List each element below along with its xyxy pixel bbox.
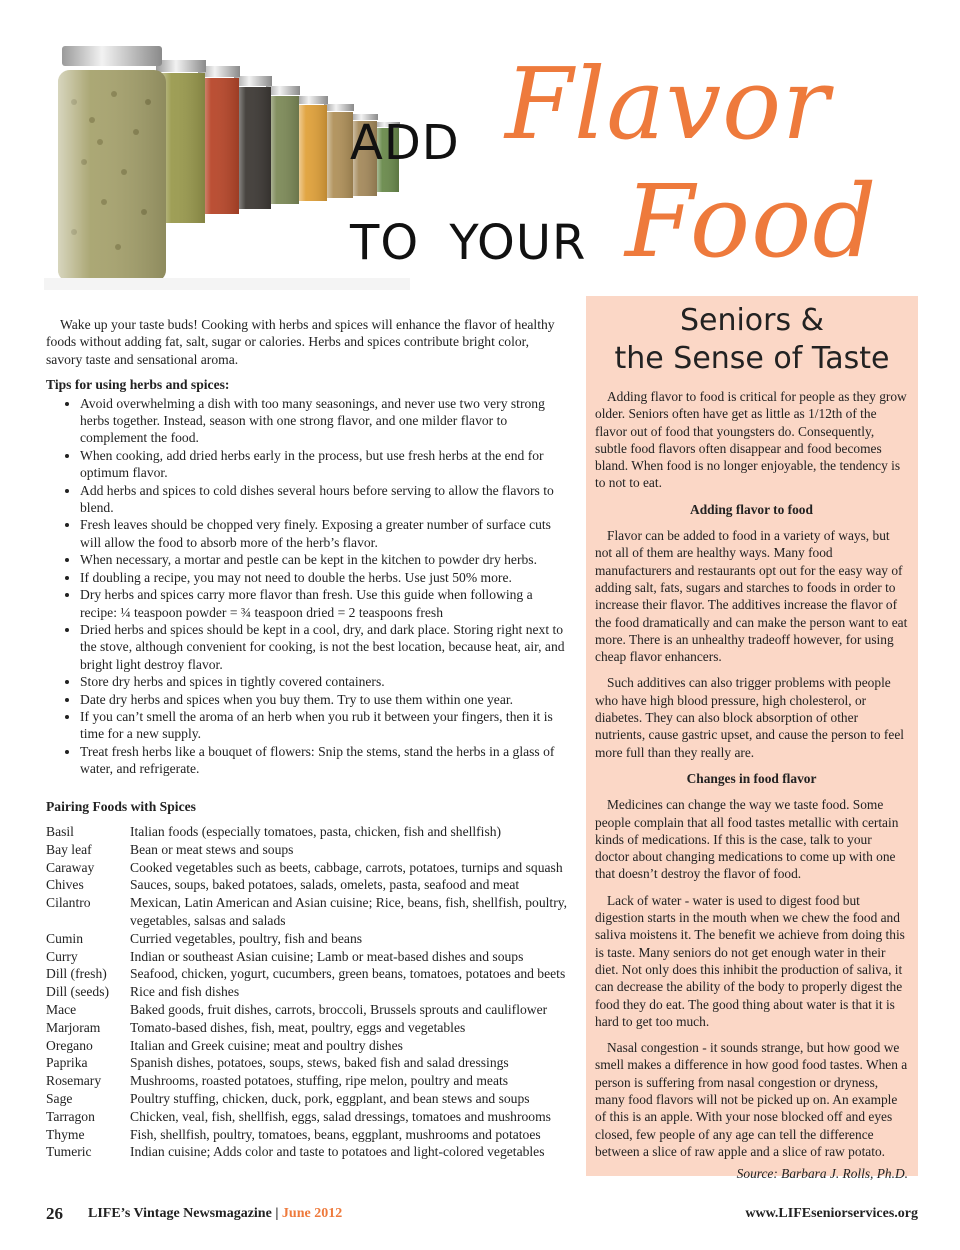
spice-foods: Curried vegetables, poultry, fish and beans bbox=[130, 930, 363, 946]
spice-foods: Cooked vegetables such as beets, cabbage, carrots, potatoes, turnips and squash bbox=[130, 859, 563, 875]
table-row bbox=[46, 1019, 568, 1037]
table-row bbox=[46, 859, 568, 877]
magazine-name: LIFE’s Vintage Newsmagazine bbox=[88, 1206, 272, 1221]
title-food: Food bbox=[625, 163, 878, 280]
tip-item: • Fresh leaves should be chopped very finely. Exposing a greater number of surface cuts will allow the food to absorb more of the herb’s flavor. bbox=[80, 516, 568, 551]
sidebar-subheading: Changes in food flavor bbox=[686, 770, 817, 786]
issue-date: June 2012 bbox=[281, 1206, 343, 1221]
spice-foods: Mexican, Latin American and Asian cuisine; Rice, beans, fish, shellfish, poultry, vegetables, salsas and salads bbox=[130, 895, 568, 928]
table-row bbox=[46, 1072, 568, 1090]
title-flavor: Flavor bbox=[505, 48, 830, 162]
spice-foods: Rice and fish dishes bbox=[130, 984, 240, 1000]
website-link[interactable]: www.LIFEseniorservices.org bbox=[745, 1206, 918, 1221]
spice-name: Thyme bbox=[46, 1126, 85, 1142]
table-row bbox=[46, 1143, 568, 1161]
spice-foods: Indian cuisine; Adds color and taste to potatoes and light-colored vegetables bbox=[130, 1144, 545, 1160]
sidebar-paragraph: Medicines can change the way we taste food. Some people complain that all food tastes metallic with certain kinds of medications. If this is the case, talk to your doctor about changing medications to come up with one that doesn’t destroy the flavor of food. bbox=[595, 797, 899, 882]
spice-name: Sage bbox=[46, 1090, 73, 1106]
spice-foods: Poultry stuffing, chicken, duck, pork, eggplant, and bean stews and soups bbox=[130, 1090, 530, 1106]
sidebar-paragraph: Lack of water - water is used to digest food but digestion starts in the mouth when we chew the food and saliva moistens it. The benefit we achieve from doing this is taste. Many seniors do not get enough water in their diet. Not only does this inhibit the production of saliva, it can decrease the ability of the body to properly digest the food they do eat. The good thing about water is that it is hard to get too much. bbox=[595, 892, 905, 1029]
page-number: 26 bbox=[46, 1204, 63, 1223]
spice-name: Dill (fresh) bbox=[46, 966, 107, 982]
sidebar-title bbox=[586, 302, 918, 378]
tip-item: • Treat fresh herbs like a bouquet of flowers: Snip the stems, stand the herbs in a glass of water, and refrigerate. bbox=[80, 743, 568, 778]
spice-foods: Mushrooms, roasted potatoes, stuffing, ripe melon, poultry and meats bbox=[130, 1073, 509, 1089]
tips-heading: Tips for using herbs and spices: bbox=[46, 377, 230, 393]
tip-item: • When necessary, a mortar and pestle can be kept in the kitchen to powder dry herbs. bbox=[80, 551, 568, 568]
tip-item: • When cooking, add dried herbs early in the process, but use fresh herbs at the end for optimum flavor. bbox=[80, 447, 568, 482]
tip-item: • Date dry herbs and spices when you buy them. Try to use them within one year. bbox=[80, 691, 568, 708]
table-row bbox=[46, 948, 568, 966]
spice-foods: Chicken, veal, fish, shellfish, eggs, salad dressings, tomatoes and mushrooms bbox=[130, 1108, 551, 1124]
spice-name: Chives bbox=[46, 877, 84, 893]
sidebar-paragraph: Nasal congestion - it sounds strange, but how good we smell makes a difference in how good food tastes. When a person is suffering from nasal congestion or dryness, many food flavors will not be picked up on. An example of this is an apple. With your nose blocked off and eyes closed, few people of any age can tell the difference between a slice of raw apple and a slice of raw potato. bbox=[595, 1040, 908, 1159]
table-row bbox=[46, 1090, 568, 1108]
spice-name: Bay leaf bbox=[46, 841, 92, 857]
tip-item: • Dried herbs and spices should be kept in a cool, dry, and dark place. Storing right next to the stove, although convenient for cooking, is not the best location, because heat, air, and bright light destroy flavor. bbox=[80, 621, 568, 673]
spice-foods: Seafood, chicken, yogurt, cucumbers, green beans, tomatoes, potatoes and beets bbox=[130, 966, 566, 982]
spice-name: Dill (seeds) bbox=[46, 984, 110, 1000]
sidebar-subheading: Adding flavor to food bbox=[690, 501, 813, 517]
spice-name: Cilantro bbox=[46, 895, 91, 911]
tip-item: • If doubling a recipe, you may not need to double the herbs. Use just 50% more. bbox=[80, 569, 568, 586]
sidebar-body bbox=[586, 388, 918, 1182]
spice-name: Caraway bbox=[46, 859, 95, 875]
sidebar-title-line2: the Sense of Taste bbox=[614, 341, 890, 376]
footer-separator: | bbox=[275, 1206, 279, 1221]
magazine-credit bbox=[88, 1206, 342, 1222]
table-row bbox=[46, 876, 568, 894]
tip-item: • Dry herbs and spices carry more flavor than fresh. Use this guide when following a recipe: ¼ teaspoon powder = ¾ teaspoon dried = 2 teaspoons fresh bbox=[80, 586, 568, 621]
spice-name: Oregano bbox=[46, 1037, 93, 1053]
table-row bbox=[46, 930, 568, 948]
spice-name: Tumeric bbox=[46, 1144, 92, 1160]
spice-foods: Baked goods, fruit dishes, carrots, broccoli, Brussels sprouts and cauliflower bbox=[130, 1001, 548, 1017]
spice-foods: Bean or meat stews and soups bbox=[130, 841, 294, 857]
sidebar-title-line1: Seniors & bbox=[679, 303, 825, 338]
spice-foods: Sauces, soups, baked potatoes, salads, omelets, pasta, seafood and meat bbox=[130, 877, 520, 893]
spice-foods: Tomato-based dishes, fish, meat, poultry, eggs and vegetables bbox=[130, 1019, 466, 1035]
main-column bbox=[46, 316, 568, 1161]
spice-name: Curry bbox=[46, 948, 78, 964]
sidebar-paragraph: Flavor can be added to food in a variety of ways, but not all of them are healthy ways. Many food manufacturers and restaurants opt out for the easy way of adding salt, fats, sugars and starches to foods in order to increase their flavor. The additives increase the flavor of the food dramatically and can make the person want to eat more. There is an unhealthy tradeoff however, for using cheap flavor enhancers. bbox=[595, 528, 908, 665]
spice-foods: Italian and Greek cuisine; meat and poultry dishes bbox=[130, 1037, 403, 1053]
tips-list bbox=[46, 395, 568, 778]
tip-item: • Add herbs and spices to cold dishes several hours before serving to allow the flavors to blend. bbox=[80, 482, 568, 517]
tip-item: • Avoid overwhelming a dish with too many seasonings, and never use two very strong herbs together. Instead, season with one strong flavor, and one milder flavor to complement the food. bbox=[80, 395, 568, 447]
spice-foods: Italian foods (especially tomatoes, pasta, chicken, fish and shellfish) bbox=[130, 823, 502, 839]
spice-foods: Spanish dishes, potatoes, soups, stews, baked fish and salad dressings bbox=[130, 1055, 509, 1071]
pairing-table bbox=[46, 823, 568, 1161]
spice-name: Marjoram bbox=[46, 1019, 101, 1035]
spice-foods: Indian or southeast Asian cuisine; Lamb or meat-based dishes and soups bbox=[130, 948, 524, 964]
spice-foods: Fish, shellfish, poultry, tomatoes, beans, eggplant, mushrooms and potatoes bbox=[130, 1126, 541, 1142]
table-row bbox=[46, 841, 568, 859]
sidebar-source: Source: Barbara J. Rolls, Ph.D. bbox=[736, 1166, 908, 1182]
table-row bbox=[46, 1037, 568, 1055]
sidebar-paragraph: Such additives can also trigger problems with people who have high blood pressure, high cholesterol, or diabetes. They can also block absorption of other nutrients, cause gastric upset, and cause the person to feel more full than they really are. bbox=[595, 675, 904, 760]
title-to-your: TO YOUR bbox=[350, 215, 587, 271]
spice-name: Basil bbox=[46, 823, 74, 839]
table-row bbox=[46, 1054, 568, 1072]
table-row bbox=[46, 823, 568, 841]
tip-item: • Store dry herbs and spices in tightly covered containers. bbox=[80, 673, 568, 690]
spice-name: Rosemary bbox=[46, 1073, 102, 1089]
title-add: ADD bbox=[350, 115, 460, 171]
sidebar-paragraph: Adding flavor to food is critical for people as they grow older. Seniors often have get as little as 1/12th of the flavor out of food that youngsters do. Consequently, subtle food flavors often disappear and food becomes bland. When food is no longer enjoyable, the tendency is to not to eat. bbox=[595, 389, 907, 491]
table-row bbox=[46, 1126, 568, 1144]
table-row bbox=[46, 1108, 568, 1126]
table-row bbox=[46, 1001, 568, 1019]
intro-paragraph: Wake up your taste buds! Cooking with herbs and spices will enhance the flavor of healthy foods without adding fat, salt, sugar or calories. Herbs and spices contribute bright color, savory taste and sensational aroma. bbox=[46, 317, 555, 367]
spice-name: Mace bbox=[46, 1001, 77, 1017]
table-row bbox=[46, 983, 568, 1001]
table-row bbox=[46, 965, 568, 983]
spice-name: Cumin bbox=[46, 930, 84, 946]
table-row bbox=[46, 894, 568, 930]
tip-item: • If you can’t smell the aroma of an herb when you rub it between your fingers, then it is time for a new supply. bbox=[80, 708, 568, 743]
pairing-heading: Pairing Foods with Spices bbox=[46, 798, 196, 814]
spice-name: Paprika bbox=[46, 1055, 88, 1071]
seniors-taste-sidebar bbox=[586, 296, 918, 1182]
spice-name: Tarragon bbox=[46, 1108, 95, 1124]
